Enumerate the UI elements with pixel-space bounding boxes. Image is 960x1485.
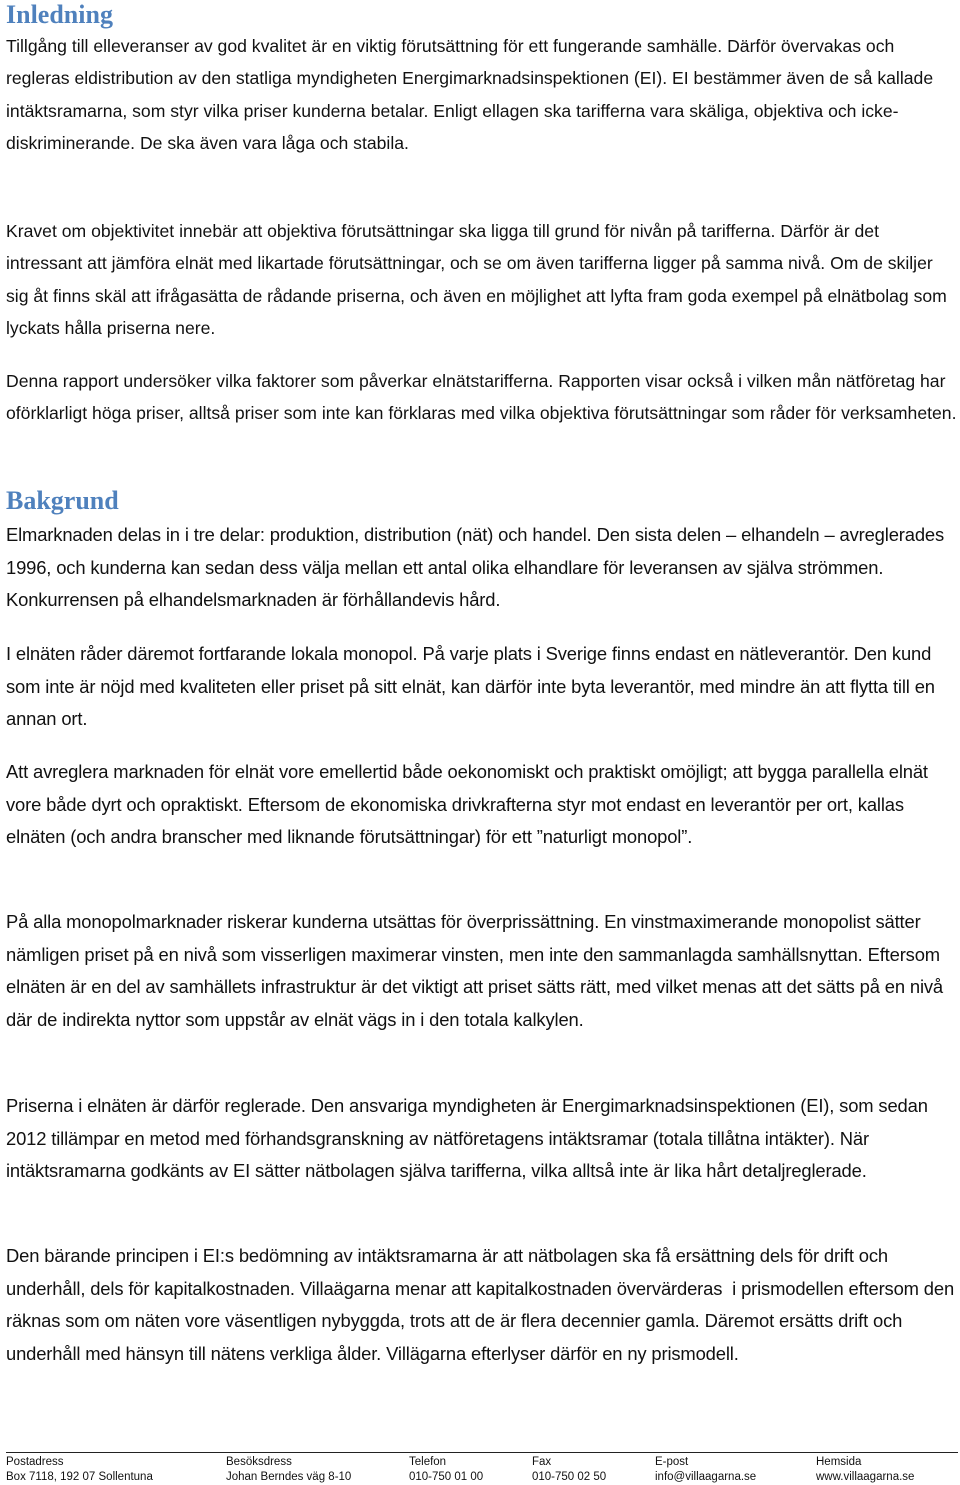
paragraph: Priserna i elnäten är därför reglerade. Den ansvariga myndigheten är Energimarknadsinspektionen (EI), som sedan 2012 tillämpar en metod med förhandsgranskning av nätföretagens intäktsramar (totala tillåtna intäkter). När intäktsramarna godkänts av EI sätter nätbolagen själva tarifferna, vilka alltså inte är lika hårt detaljreglerade. [6, 1095, 933, 1182]
footer-label: Hemsida [816, 1456, 862, 1468]
paragraph: Elmarknaden delas in i tre delar: produktion, distribution (nät) och handel. Den sista delen – elhandeln – avreglerades 1996, och kunderna kan sedan dess välja mellan ett antal olika elhandlare för leveransen av själva strömmen. Konkurrensen på elhandelsmarknaden är förhållandevis hård. [6, 524, 949, 611]
footer-visiting-address [226, 1455, 361, 1484]
footer-value: 010-750 02 50 [532, 1471, 607, 1483]
paragraph: Kravet om objektivitet innebär att objektiva förutsättningar ska ligga till grund för nivån på tarifferna. Därför är det intressant att jämföra elnät med likartade förutsättningar, och se om även tarifferna ligger på samma nivå. Om de skiljer sig åt finns skäl att ifrågasätta de rådande priserna, och även en möjlighet att lyfta fram goda exempel på elnätbolag som lyckats hålla priserna nere. [6, 221, 952, 338]
footer-postal-address [6, 1455, 153, 1484]
footer-value: Box 7118, 192 07 Sollentuna [6, 1471, 153, 1483]
footer-label: Telefon [409, 1456, 447, 1468]
paragraph: I elnäten råder däremot fortfarande lokala monopol. På varje plats i Sverige finns endast en nätleverantör. Den kund som inte är nöjd med kvaliteten eller priset på sitt elnät, kan därför inte byta leverantör, med mindre än att flytta till en annan ort. [6, 643, 940, 730]
footer-label: Postadress [6, 1456, 64, 1468]
paragraph: Den bärande principen i EI:s bedömning av intäktsramarna är att nätbolagen ska få ersättning dels för drift och underhåll, dels för kapitalkostnaden. Villaägarna menar att kapitalkostnaden övervärderas i prismodellen eftersom den räknas som om näten vore väsentligen nybyggda, trots att de är flera decennier gamla. Däremot ersätts drift och underhåll med hänsyn till nätens verkliga ålder. Villägarna efterlyser därför en ny prismodell. [6, 1245, 959, 1365]
footer-value: 010-750 01 00 [409, 1471, 484, 1483]
paragraph: Tillgång till elleveranser av god kvalitet är en viktig förutsättning för ett fungerande samhälle. Därför övervakas och regleras eldistribution av den statliga myndigheten Energimarknadsinspektionen (EI). EI bestämmer även de så kallade intäktsramarna, som styr vilka priser kunderna betalar. Enligt ellagen ska tarifferna vara skäliga, objektiva och icke-diskriminerande. De ska även vara låga och stabila. [6, 36, 938, 153]
footer-value: Johan Berndes väg 8-10 [226, 1471, 352, 1483]
footer-label: E-post [655, 1456, 689, 1468]
footer-fax [532, 1455, 667, 1484]
footer-phone [409, 1455, 544, 1484]
footer-email [655, 1455, 790, 1484]
paragraph: Denna rapport undersöker vilka faktorer som påverkar elnätstarifferna. Rapporten visar också i vilken mån nätföretag har oförklarligt höga priser, alltså priser som inte kan förklaras med vilka objektiva förutsättningar som råder för verksamheten. [6, 371, 957, 424]
footer-website-link[interactable]: www.villaagarna.se [816, 1471, 915, 1483]
footer-label: Besöksdress [226, 1456, 292, 1468]
heading-bakgrund: Bakgrund [6, 486, 119, 515]
page-footer [6, 1452, 958, 1485]
footer-email-link[interactable]: info@villaagarna.se [655, 1471, 757, 1483]
footer-website [816, 1455, 951, 1484]
paragraph: Att avreglera marknaden för elnät vore emellertid både oekonomiskt och praktiskt omöjligt; att bygga parallella elnät vore både dyrt och opraktiskt. Eftersom de ekonomiska drivkrafterna styr mot endast en leverantör per ort, kallas elnäten (och andra branscher med liknande förutsättningar) för ett ”naturligt monopol”. [6, 761, 933, 848]
paragraph: På alla monopolmarknader riskerar kunderna utsättas för överprissättning. En vinstmaximerande monopolist sätter nämligen priset på en nivå som visserligen maximerar vinsten, men inte den sammanlagda samhällsnyttan. Eftersom elnäten är en del av samhällets infrastruktur är det viktigt att priset sätts rätt, med vilket menas att det sätts på en nivå där de indirekta nyttor som uppstår av elnät vägs in i den totala kalkylen. [6, 911, 948, 1031]
footer-label: Fax [532, 1456, 552, 1468]
heading-inledning: Inledning [6, 0, 113, 29]
